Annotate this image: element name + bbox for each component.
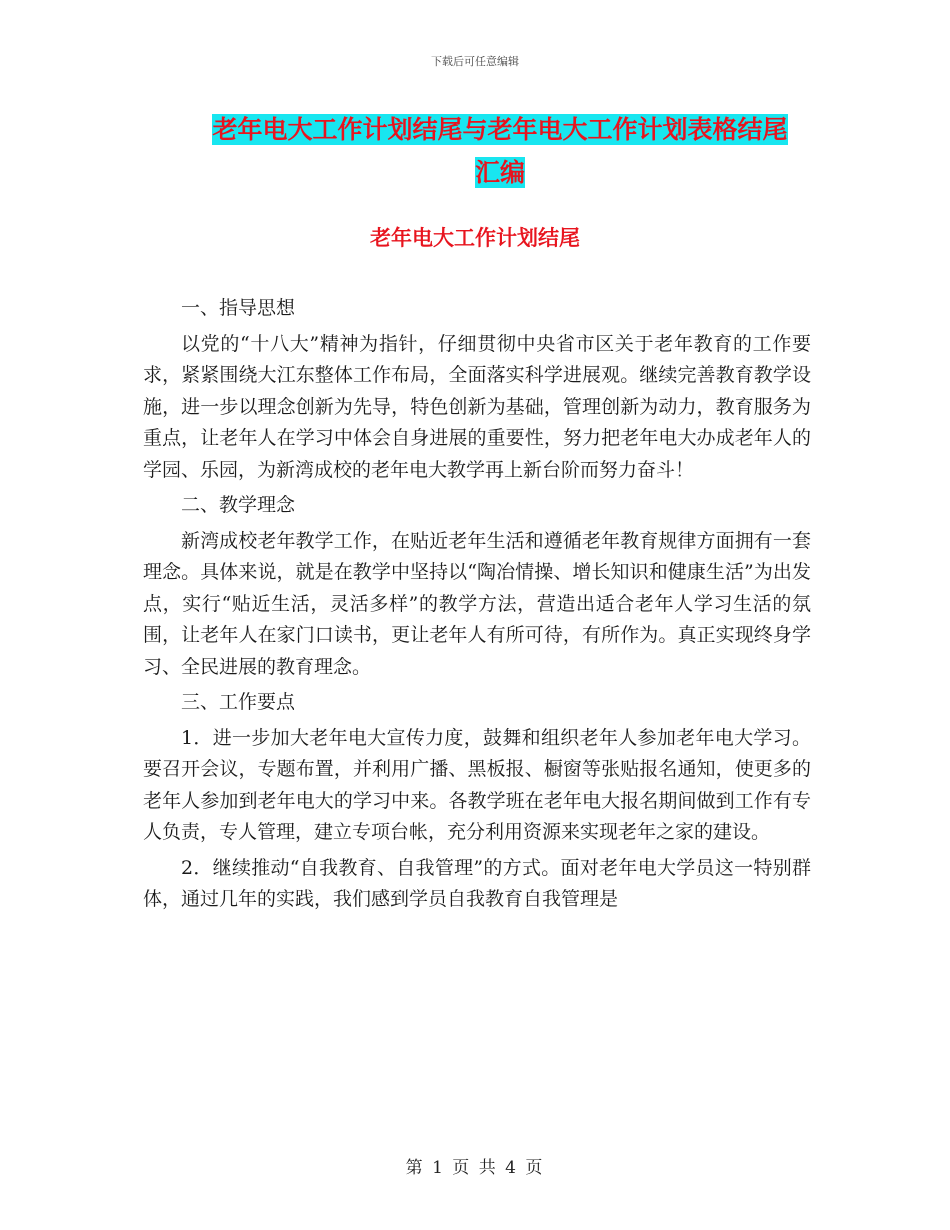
- heading-work-points: 三、工作要点: [181, 691, 296, 713]
- header-note: 下载后可任意编辑: [431, 55, 519, 68]
- paragraph-work-point-2: 2．继续推动“自我教育、自我管理”的方式。面对老年电大学员这一特别群体，通过几年的实践，我们感到学员自我教育自我管理是: [143, 856, 811, 910]
- title-line-2: 汇编: [474, 158, 525, 187]
- section-title: 老年电大工作计划结尾: [370, 226, 580, 250]
- paragraph-guiding-thought: 以党的“十八大”精神为指针，仔细贯彻中央省市区关于老年教育的工作要求，紧紧围绕大江东整体工作布局，全面落实科学进展观。继续完善教育教学设施，进一步以理念创新为先导，特色创新为基础，管理创新为动力，教育服务为重点，让老年人在学习中体会自身进展的重要性，努力把老年电大办成老年人的学园、乐园，为新湾成校的老年电大教学再上新台阶而努力奋斗！: [143, 332, 811, 481]
- document-body: [143, 293, 811, 920]
- heading-guiding-thought: 一、指导思想: [181, 297, 296, 319]
- paragraph-teaching-concept: 新湾成校老年教学工作，在贴近老年生活和遵循老年教育规律方面拥有一套理念。具体来说，就是在教学中坚持以“陶冶情操、增长知识和健康生活”为出发点，实行“贴近生活，灵活多样”的教学方法，营造出适合老年人学习生活的氛围，让老年人在家门口读书，更让老年人有所可待，有所作为。真正实现终身学习、全民进展的教育理念。: [143, 529, 811, 678]
- document-title: [195, 108, 805, 194]
- paragraph-work-point-1: 1．进一步加大老年电大宣传力度，鼓舞和组织老年人参加老年电大学习。要召开会议，专题布置，并利用广播、黑板报、橱窗等张贴报名通知，使更多的老年人参加到老年电大的学习中来。各教学班在老年电大报名期间做到工作有专人负责，专人管理，建立专项台帐，充分利用资源来实现老年之家的建设。: [143, 726, 811, 843]
- page-footer: 第 1 页 共 4 页: [405, 1158, 545, 1178]
- title-line-1: 老年电大工作计划结尾与老年电大工作计划表格结尾: [212, 115, 788, 144]
- heading-teaching-concept: 二、教学理念: [181, 494, 296, 516]
